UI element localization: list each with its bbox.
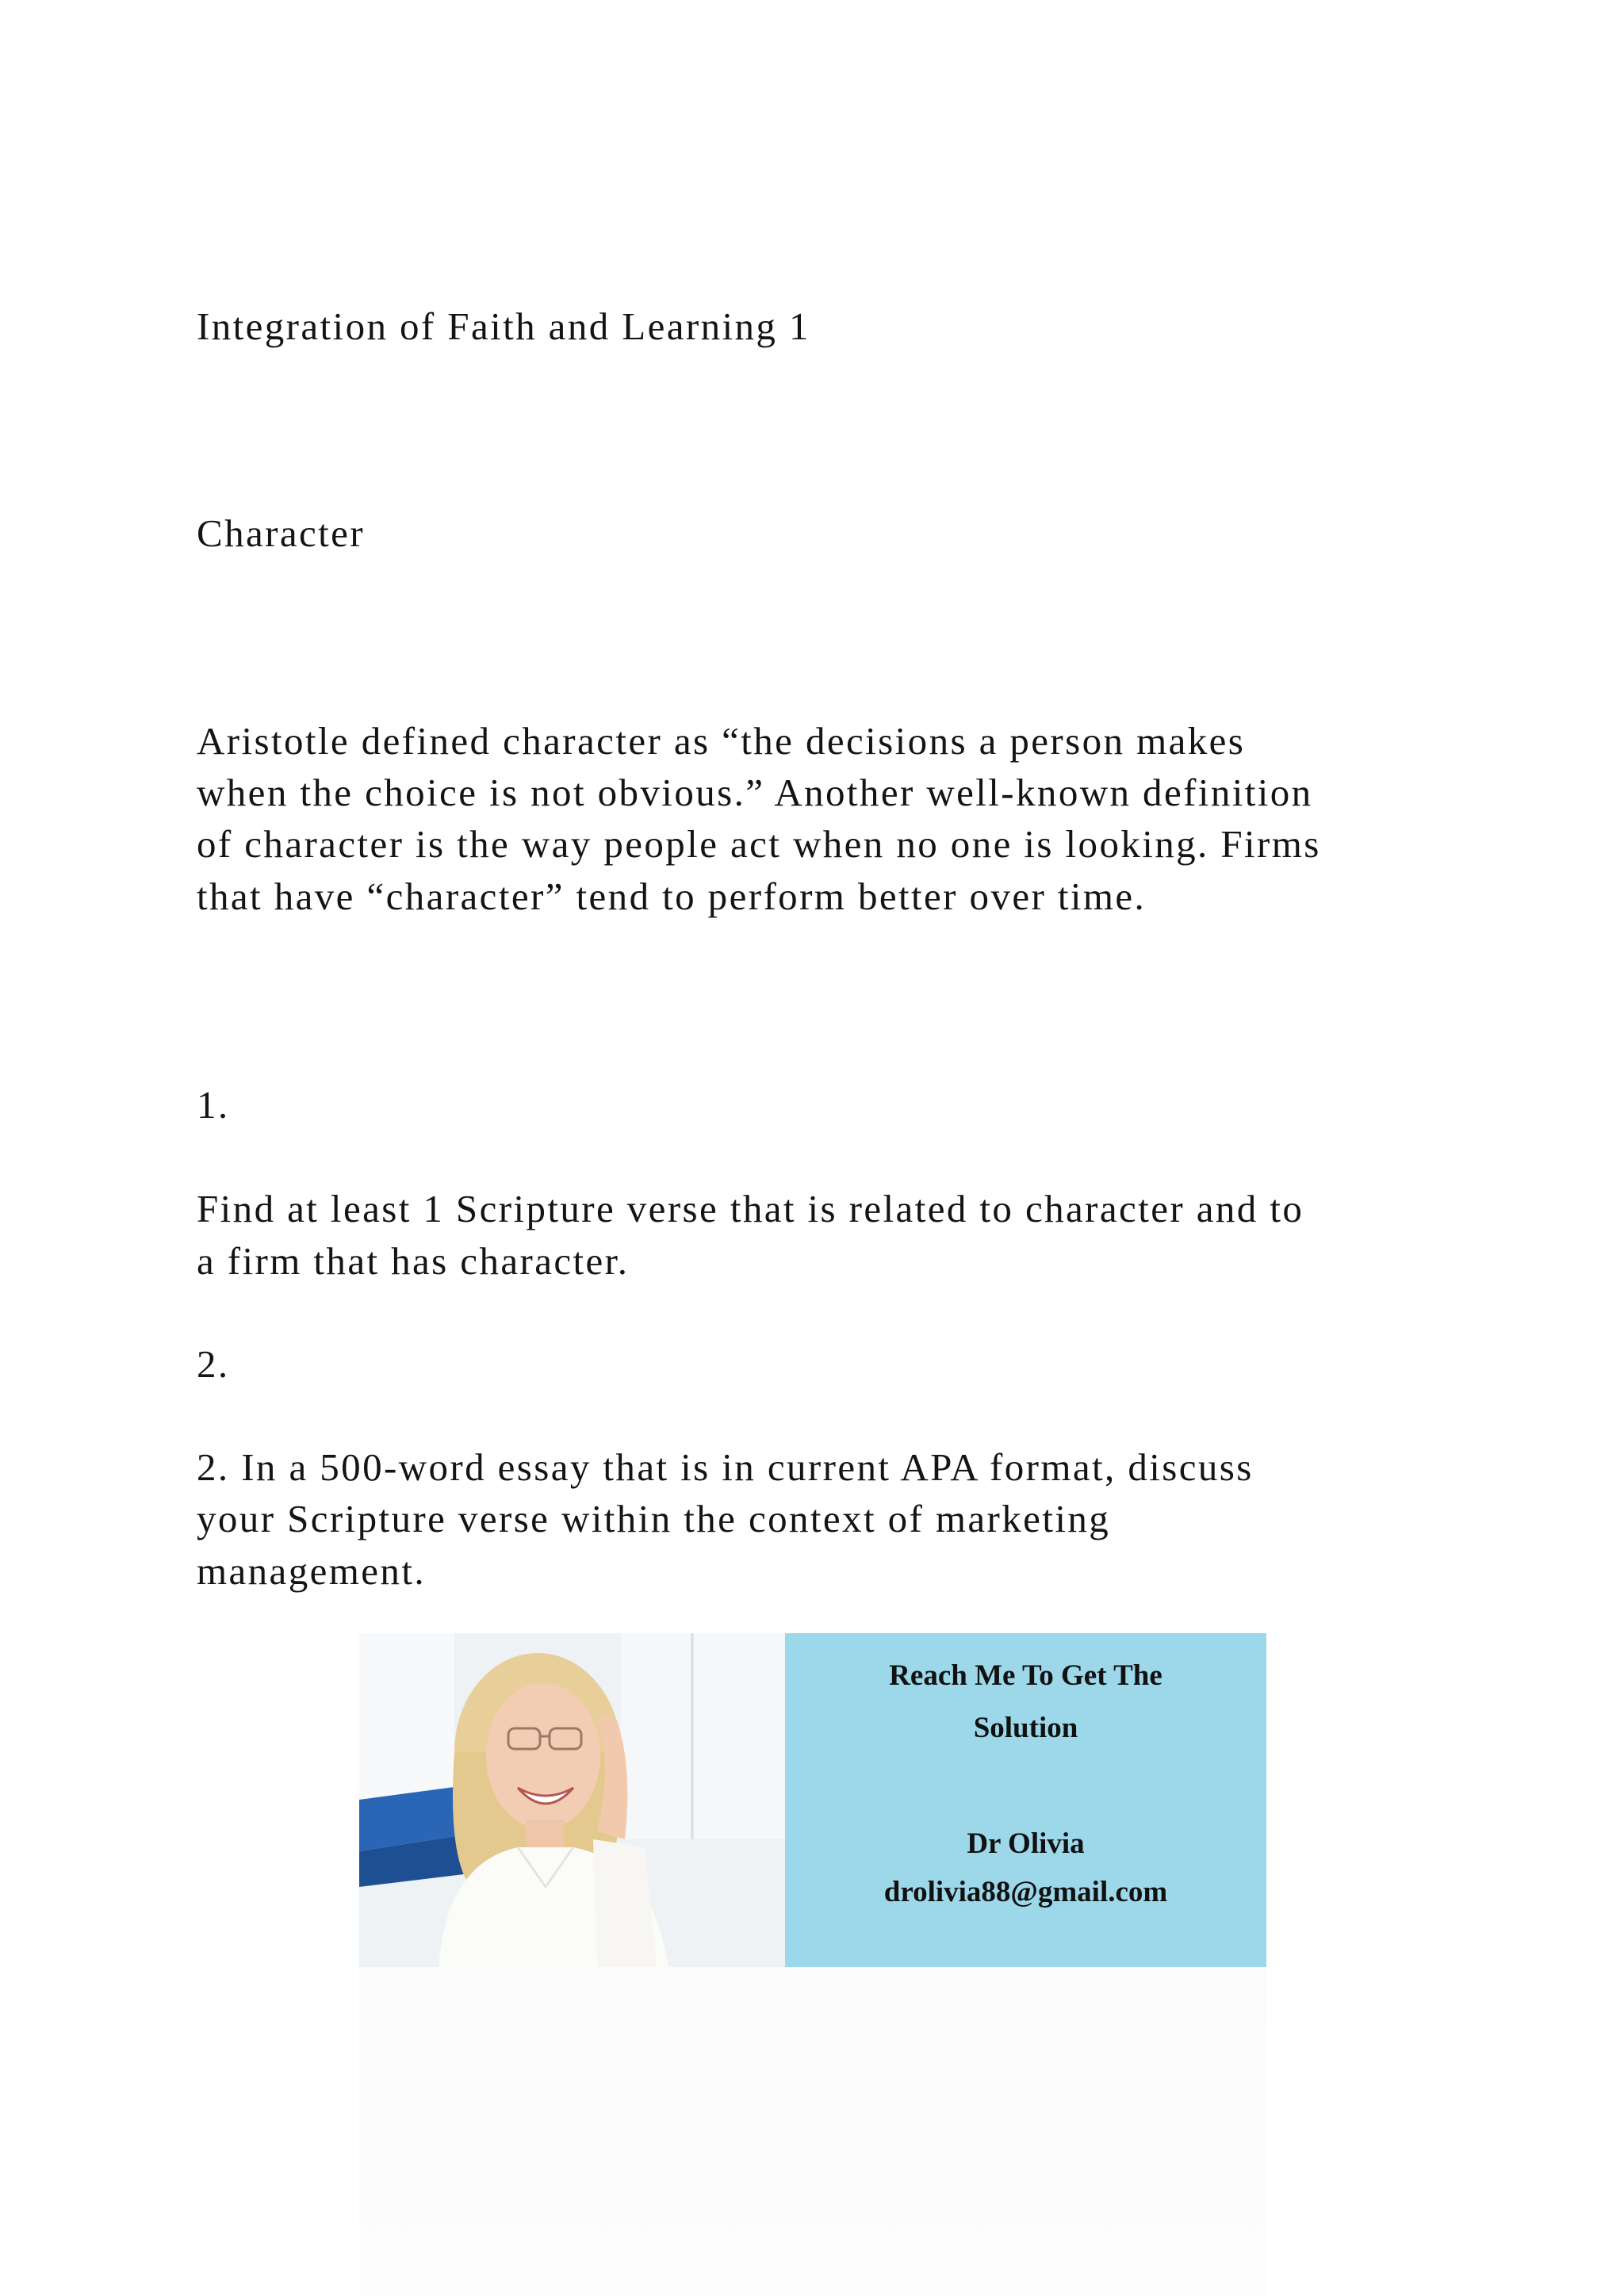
intro-line: Aristotle defined character as “the decisions a person makes bbox=[197, 719, 1246, 763]
contact-panel bbox=[785, 1633, 1266, 1967]
item-number: 2. bbox=[197, 1342, 230, 1386]
item-text-line: management. bbox=[197, 1549, 426, 1593]
section-heading: Character bbox=[197, 511, 366, 555]
contact-email: drolivia88@gmail.com bbox=[883, 1876, 1168, 1908]
promo-banner bbox=[359, 1633, 1266, 1967]
banner-headline-line2: Solution bbox=[973, 1712, 1078, 1744]
contact-name: Dr Olivia bbox=[967, 1827, 1085, 1860]
intro-line: of character is the way people act when no one is looking. Firms bbox=[197, 822, 1321, 866]
intro-line: that have “character” tend to perform better over time. bbox=[197, 874, 1147, 918]
item-text-line: a firm that has character. bbox=[197, 1239, 630, 1283]
item-number: 1. bbox=[197, 1083, 230, 1127]
woman-photo-illustration bbox=[359, 1633, 785, 1967]
item-text-line: 2. In a 500-word essay that is in current APA format, discuss bbox=[197, 1445, 1254, 1489]
banner-shadow-area bbox=[359, 1967, 1266, 2296]
document-header: Integration of Faith and Learning 1 bbox=[197, 304, 810, 348]
item-text-line: Find at least 1 Scripture verse that is related to character and to bbox=[197, 1187, 1304, 1230]
item-text-line: your Scripture verse within the context of marketing bbox=[197, 1497, 1111, 1540]
woman-photo bbox=[359, 1633, 785, 1967]
intro-line: when the choice is not obvious.” Another well-known definition bbox=[197, 771, 1313, 814]
banner-headline-line1: Reach Me To Get The bbox=[889, 1659, 1162, 1692]
